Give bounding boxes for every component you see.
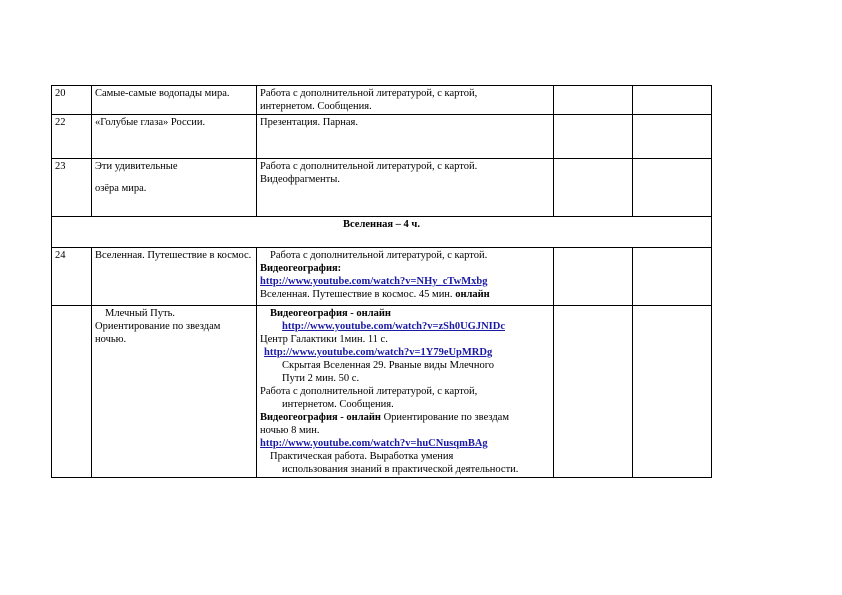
table-row	[52, 159, 712, 217]
empty-cell	[633, 115, 712, 159]
video-link[interactable]: http://www.youtube.com/watch?v=huCNusqmBAg	[260, 438, 488, 449]
lesson-activity: Работа с дополнительной литературой, с картой. Видеогеография: http://www.youtube.com/watch?v=NHy_cTwMxbg Вселенная. Путешествие в космос. 45 мин. онлайн	[257, 248, 554, 306]
table-row	[52, 248, 712, 306]
lesson-activity: Презентация. Парная.	[257, 115, 554, 159]
table-row	[52, 115, 712, 159]
table-row	[52, 86, 712, 115]
video-link[interactable]: http://www.youtube.com/watch?v=1Y79eUpMRDg	[264, 347, 493, 358]
section-header-row	[52, 217, 712, 248]
table-row	[52, 306, 712, 478]
lesson-number: 22	[52, 115, 92, 159]
empty-cell	[633, 306, 712, 478]
empty-cell	[554, 115, 633, 159]
empty-cell	[633, 159, 712, 217]
lesson-number: 24	[52, 248, 92, 306]
lesson-plan-table	[51, 85, 712, 478]
lesson-number	[52, 306, 92, 478]
section-title: Вселенная – 4 ч.	[52, 217, 712, 248]
lesson-topic: Самые-самые водопады мира.	[92, 86, 257, 115]
lesson-topic: Млечный Путь. Ориентирование по звездам ночью.	[92, 306, 257, 478]
empty-cell	[554, 159, 633, 217]
lesson-topic: Вселенная. Путешествие в космос.	[92, 248, 257, 306]
empty-cell	[633, 248, 712, 306]
lesson-topic: Эти удивительные озёра мира.	[92, 159, 257, 217]
lesson-activity: Видеогеография - онлайн http://www.youtube.com/watch?v=zSh0UGJNIDc Центр Галактики 1мин. 11 с. http://www.youtube.com/watch?v=1Y79eUpMRDg Скрытая Вселенная 29. Рваные виды Млечного Пути 2 мин. 50 с. Работа с дополнительной литературой, с картой, интернетом. Сообщения. Видеогеография - онлайн Ориентирование по звездам ночью 8 мин. http://www.youtube.com/watch?v=huCNusqmBAg Практическая работа. Выработка умения использования знаний в практической деятельности.	[257, 306, 554, 478]
empty-cell	[633, 86, 712, 115]
lesson-number: 20	[52, 86, 92, 115]
empty-cell	[554, 306, 633, 478]
empty-cell	[554, 248, 633, 306]
lesson-number: 23	[52, 159, 92, 217]
lesson-topic: «Голубые глаза» России.	[92, 115, 257, 159]
empty-cell	[554, 86, 633, 115]
lesson-activity: Работа с дополнительной литературой, с картой. Видеофрагменты.	[257, 159, 554, 217]
video-link[interactable]: http://www.youtube.com/watch?v=zSh0UGJNIDc	[282, 321, 505, 332]
lesson-activity: Работа с дополнительной литературой, с картой, интернетом. Сообщения.	[257, 86, 554, 115]
video-link[interactable]: http://www.youtube.com/watch?v=NHy_cTwMxbg	[260, 276, 488, 287]
